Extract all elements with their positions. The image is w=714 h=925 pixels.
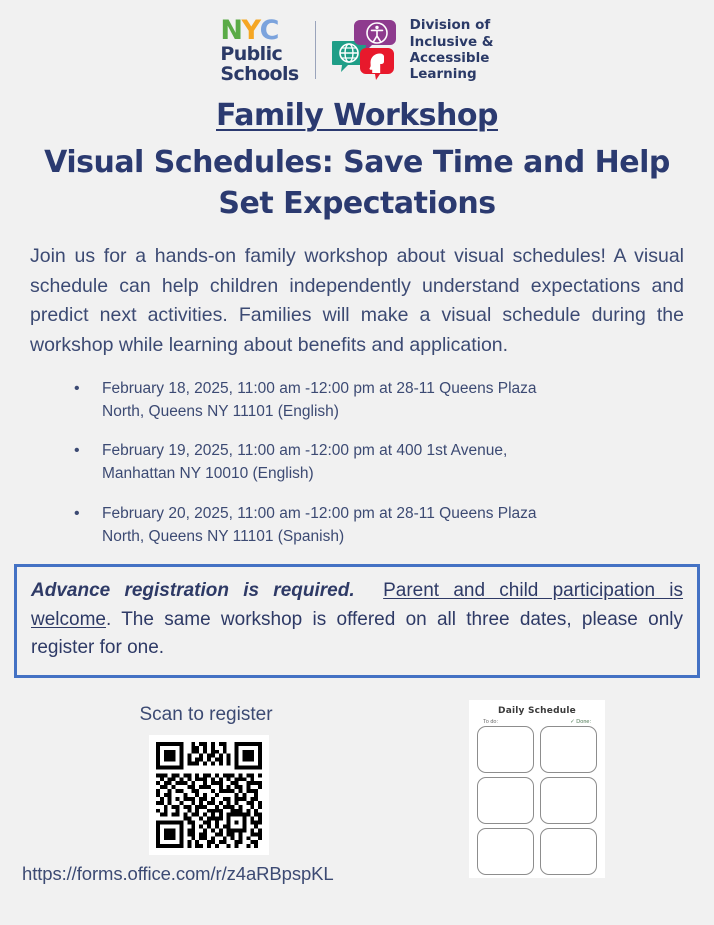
list-item (70, 439, 674, 486)
qr-code[interactable] (149, 735, 269, 855)
division-line-3: Accessible (409, 50, 490, 66)
scan-to-register-label: Scan to register (139, 703, 273, 725)
header-logo-lockup (0, 0, 714, 86)
schedule-column-headers (477, 719, 597, 725)
bullet-icon: • (74, 442, 80, 459)
schedule-cell (540, 777, 597, 824)
logo-divider (315, 21, 316, 79)
schedule-title: Daily Schedule (498, 705, 576, 716)
nyc-public-schools-logo (220, 14, 299, 85)
callout-rest: . The same workshop is offered on all three dates, please only register for one. (31, 608, 683, 658)
list-item (70, 377, 674, 424)
schedule-cell (540, 828, 597, 875)
session-text: February 18, 2025, 11:00 am -12:00 pm at 28-11 Queens Plaza North, Queens NY 11101 (English) (102, 379, 537, 420)
bullet-icon: • (74, 379, 80, 397)
page-title-primary (0, 98, 714, 133)
schedule-cell (540, 726, 597, 773)
callout-emphasis: Advance registration is required. (31, 580, 355, 601)
nyc-letter-n: N (220, 14, 242, 46)
schedule-col-done: ✓ Done: (570, 718, 591, 725)
callout-underlined: Parent and child participation is welcome (31, 580, 684, 630)
registration-url[interactable]: https://forms.office.com/r/z4aRBpspKL (22, 862, 334, 884)
schedule-grid (477, 726, 597, 875)
session-text: February 20, 2025, 11:00 am -12:00 pm at 28-11 Queens Plaza North, Queens NY 11101 (Spanish) (102, 504, 537, 545)
list-item (70, 502, 674, 549)
schedule-col-todo: To do: (483, 718, 498, 725)
head-infinity-icon (360, 48, 394, 80)
nyc-letter-c: C (259, 14, 278, 46)
division-line-1: Division of (409, 17, 491, 34)
schedule-cell (477, 777, 534, 824)
intro-paragraph: Join us for a hands-on family workshop about visual schedules! A visual schedule can help children independently understand expectations and predict next activities. Families will make a visual schedule during the workshop while learning about benefits and application. (30, 245, 684, 356)
division-line-4: Learning (409, 66, 477, 83)
daily-schedule-thumbnail (469, 700, 605, 878)
schedule-cell (477, 726, 534, 773)
bullet-icon: • (74, 504, 80, 522)
registration-callout-box (14, 564, 700, 678)
session-text: February 19, 2025, 11:00 am -12:00 pm at 400 1st Avenue, Manhattan NY 10010 (English) (102, 442, 508, 483)
nyc-letters (220, 14, 278, 46)
page-title-secondary: Visual Schedules: Save Time and Help Set Expectations (44, 145, 670, 221)
nyc-word-public: Public (220, 42, 283, 65)
registration-callout-text (31, 577, 683, 663)
nyc-letter-y: Y (241, 14, 260, 46)
page-title-primary-text: Family Workshop (216, 98, 498, 133)
nyc-word-schools: Schools (220, 62, 299, 85)
division-title (410, 17, 494, 83)
division-line-2: Inclusive & (409, 33, 494, 50)
bottom-section (0, 690, 714, 898)
session-list (70, 377, 674, 549)
schedule-cell (477, 828, 534, 875)
division-bubbles-icon-group (332, 19, 396, 81)
